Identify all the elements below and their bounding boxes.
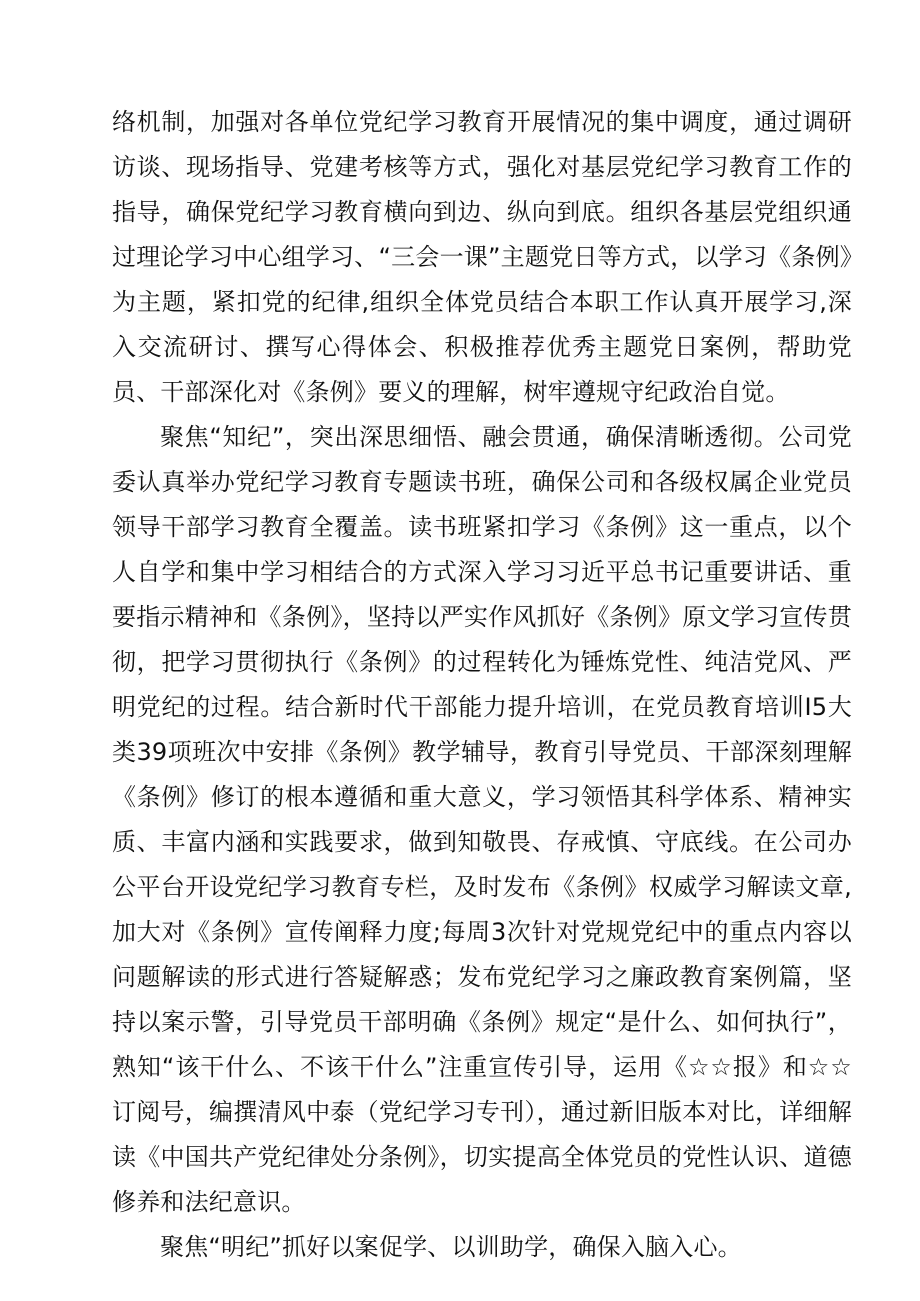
- paragraph-1: 络机制，加强对各单位党纪学习教育开展情况的集中调度，通过调研访谈、现场指导、党建考核等方式，强化对基层党纪学习教育工作的指导，确保党纪学习教育横向到边、纵向到底。组织各基层党组织通过理论学习中心组学习、“三会一课”主题党日等方式，以学习《条例》为主题，紧扣党的纪律,组织全体党员结合本职工作认真开展学习,深入交流研讨、撰写心得体会、积极推荐优秀主题党日案例，帮助党员、干部深化对《条例》要义的理解，树牢遵规守纪政治自觉。: [112, 108, 852, 406]
- paragraph-3: 聚焦“明纪”抓好以案促学、以训助学，确保入脑入心。: [160, 1233, 742, 1261]
- document-body: [112, 100, 852, 1270]
- paragraph-2: 聚焦“知纪”，突出深思细悟、融会贯通，确保清晰透彻。公司党委认真举办党纪学习教育专题读书班，确保公司和各级权属企业党员领导干部学习教育全覆盖。读书班紧扣学习《条例》这一重点，以个人自学和集中学习相结合的方式深入学习习近平总书记重要讲话、重要指示精神和《条例》，坚持以严实作风抓好《条例》原文学习宣传贯彻，把学习贯彻执行《条例》的过程转化为锤炼党性、纯洁党风、严明党纪的过程。结合新时代干部能力提升培训，在党员教育培训I5大类39项班次中安排《条例》教学辅导，教育引导党员、干部深刻理解《条例》修订的根本遵循和重大意义，学习领悟其科学体系、精神实质、丰富内涵和实践要求，做到知敬畏、存戒慎、守底线。在公司办公平台开设党纪学习教育专栏，及时发布《条例》权威学习解读文章,加大对《条例》宣传阐释力度;每周3次针对党规党纪中的重点内容以问题解读的形式进行答疑解惑；发布党纪学习之廉政教育案例篇，坚持以案示警，引导党员干部明确《条例》规定“是什么、如何执行”，熟知“该干什么、不该干什么”注重宣传引导，运用《☆☆报》和☆☆订阅号，编撰清风中泰（党纪学习专刊），通过新旧版本对比，详细解读《中国共产党纪律处分条例》，切实提高全体党员的党性认识、道德修养和法纪意识。: [112, 423, 852, 1216]
